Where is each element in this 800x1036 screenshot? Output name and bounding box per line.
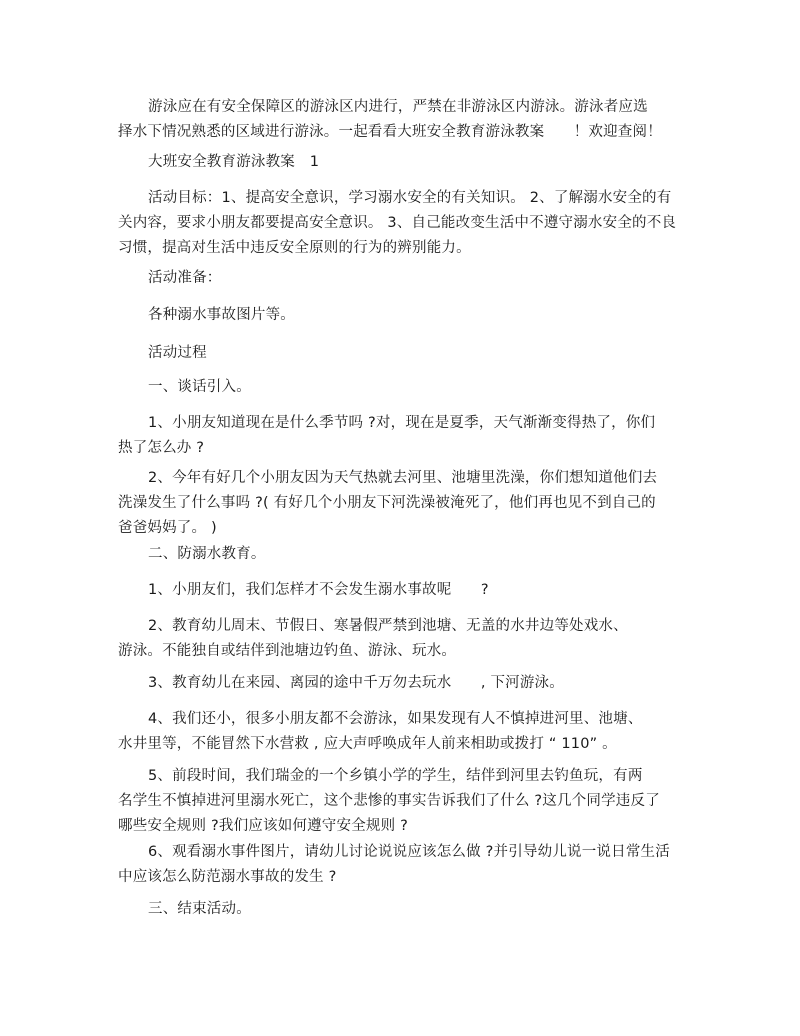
intro-paragraph [118, 95, 698, 145]
text-line: 习惯，提高对生活中违反安全原则的行为的辨别能力。 [118, 240, 471, 256]
text-line: 热了怎么办 ? [118, 440, 205, 456]
text-line: 活动目标：1、提高安全意识，学习溺水安全的有关知识。 2、了解溺水安全的有 [148, 190, 672, 206]
text-line: 6、观看溺水事件图片，请幼儿讨论说说应该怎么做 ?并引导幼儿说一说日常生活 [148, 844, 670, 860]
text-line: 关内容，要求小朋友都要提高安全意识。 3、自己能改变生活中不遵守溺水安全的不良 [118, 215, 677, 231]
text-line: 三、结束活动。 [148, 901, 251, 917]
text-line: 爸爸妈妈了。 ) [118, 520, 217, 536]
text-line: 哪些安全规则 ?我们应该如何遵守安全规则 ? [118, 818, 409, 834]
section-heading-2 [118, 542, 698, 567]
text-line: 2、教育幼儿周末、节假日、寒暑假严禁到池塘、无盖的水井边等处戏水、 [148, 618, 628, 634]
activity-goals [118, 186, 698, 261]
text-line: 名学生不慎掉进河里溺水死亡，这个悲惨的事实告诉我们了什么 ?这几个同学违反了 [118, 793, 660, 809]
section-heading-3 [118, 897, 698, 922]
education-item-5 [118, 764, 698, 839]
text-line: 活动过程 [148, 345, 207, 361]
section-heading-1 [118, 375, 698, 400]
text-line: 一、谈话引入。 [148, 379, 251, 395]
education-item-3 [118, 671, 698, 696]
education-item-2 [118, 614, 698, 664]
education-item-4 [118, 707, 698, 757]
text-line: 择水下情况熟悉的区域进行游泳。一起看看大班安全教育游泳教案 ！欢迎查阅！ [118, 124, 662, 140]
process-heading [118, 341, 698, 366]
text-line: 洗澡发生了什么事吗 ?( 有好几个小朋友下河洗澡被淹死了，他们再也见不到自己的 [118, 495, 656, 511]
text-line: 中应该怎么防范溺水事故的发生 ? [118, 869, 337, 885]
text-line: 游泳。不能独自或结伴到池塘边钓鱼、游泳、玩水。 [118, 643, 457, 659]
text-line: 二、防溺水教育。 [148, 546, 266, 562]
text-line: 水井里等，不能冒然下水营救 , 应大声呼唤成年人前来相助或拨打 “ 110” 。 [118, 736, 617, 752]
prep-heading [118, 266, 698, 291]
text-line: 活动准备： [148, 270, 222, 286]
text-line: 各种溺水事故图片等。 [148, 307, 295, 323]
question-2 [118, 466, 698, 541]
text-line: 3、教育幼儿在来园、离园的途中千万勿去玩水 , 下河游泳。 [148, 675, 564, 691]
text-line: 5、前段时间，我们瑞金的一个乡镇小学的学生，结伴到河里去钓鱼玩，有两 [148, 768, 643, 784]
prep-item [118, 303, 698, 328]
document-title [118, 150, 698, 175]
question-1 [118, 411, 698, 461]
text-line: 大班安全教育游泳教案 1 [148, 154, 320, 170]
text-line: 1、小朋友们，我们怎样才不会发生溺水事故呢 ? [148, 582, 489, 598]
education-item-6 [118, 840, 698, 890]
text-line: 游泳应在有安全保障区的游泳区内进行，严禁在非游泳区内游泳。游泳者应选 [148, 99, 648, 115]
text-line: 4、我们还小，很多小朋友都不会游泳，如果发现有人不慎掉进河里、池塘、 [148, 711, 643, 727]
education-item-1 [118, 578, 698, 603]
text-line: 1、小朋友知道现在是什么季节吗 ?对，现在是夏季，天气渐渐变得热了，你们 [148, 415, 656, 431]
text-line: 2、今年有好几个小朋友因为天气热就去河里、池塘里洗澡，你们想知道他们去 [148, 470, 658, 486]
